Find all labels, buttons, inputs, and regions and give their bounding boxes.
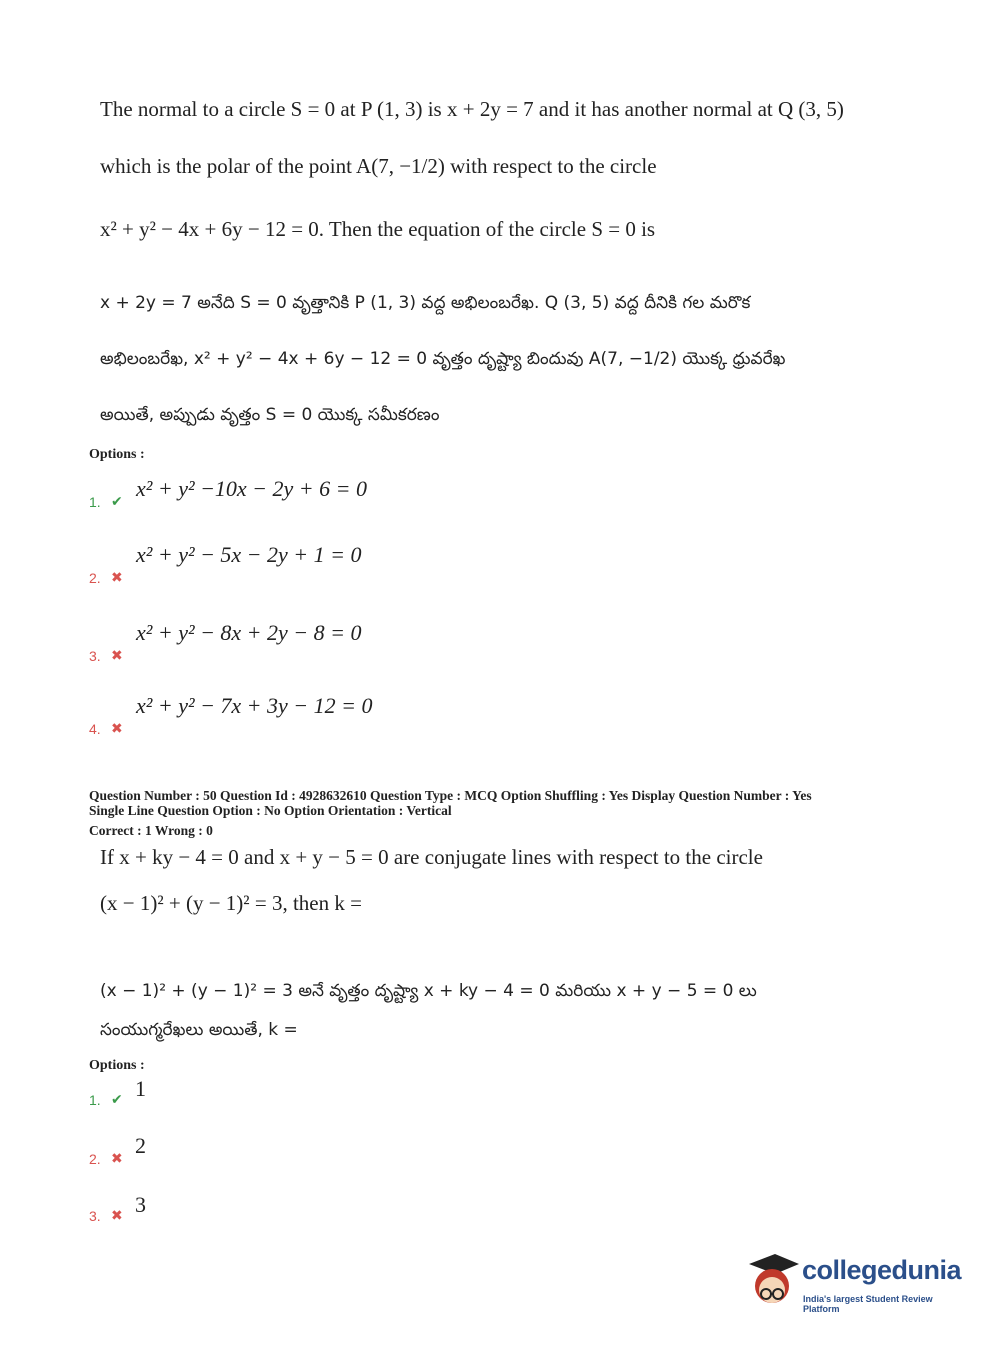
q50-text-line1: If x + ky − 4 = 0 and x + y − 5 = 0 are conjugate lines with respect to the circle [100, 845, 763, 869]
q50-text-line2: (x − 1)² + (y − 1)² = 3, then k = [100, 891, 362, 915]
option-text: 3 [135, 1192, 146, 1217]
q49-options-label: Options : [89, 447, 145, 462]
q49-telugu-line3: అయితే, అప్పుడు వృత్తం S = 0 యొక్క సమీకరణం [100, 405, 440, 425]
option-text: 1 [135, 1076, 146, 1101]
q49-option-1[interactable] [89, 476, 489, 510]
option-number: 2. [89, 1151, 101, 1167]
wrong-cross-icon: ✖ [111, 648, 123, 664]
q49-text-line2: which is the polar of the point A(7, −1/2) with respect to the circle [100, 154, 657, 178]
q50-option-3[interactable] [89, 1194, 489, 1224]
q50-telugu-line2: సంయుగ్మరేఖలు అయితే, k = [100, 1020, 298, 1040]
wrong-cross-icon: ✖ [111, 1151, 123, 1167]
q50-meta-line2: Single Line Question Option : No Option Orientation : Vertical [89, 803, 452, 818]
option-text: x² + y² − 8x + 2y − 8 = 0 [136, 620, 362, 645]
q50-options-label: Options : [89, 1058, 145, 1073]
option-number: 4. [89, 721, 101, 737]
wrong-cross-icon: ✖ [111, 1208, 123, 1224]
q50-meta-line1: Question Number : 50 Question Id : 4928632610 Question Type : MCQ Option Shuffling : Yes Display Question Number : Yes [89, 788, 812, 803]
q49-text-line1: The normal to a circle S = 0 at P (1, 3) is x + 2y = 7 and it has another normal at Q (3, 5) [100, 97, 844, 121]
option-text: 2 [135, 1133, 146, 1158]
mascot-icon [745, 1250, 801, 1310]
option-text: x² + y² − 5x − 2y + 1 = 0 [136, 542, 362, 567]
option-text: x² + y² −10x − 2y + 6 = 0 [136, 476, 367, 501]
wrong-cross-icon: ✖ [111, 721, 123, 737]
option-number: 1. [89, 1092, 101, 1108]
option-number: 2. [89, 570, 101, 586]
wrong-cross-icon: ✖ [111, 570, 123, 586]
q50-option-1[interactable] [89, 1078, 489, 1108]
q49-option-4[interactable] [89, 693, 489, 737]
correct-check-icon: ✔ [111, 1092, 123, 1108]
q49-telugu-line2: అభిలంబరేఖ, x² + y² − 4x + 6y − 12 = 0 వృత్తం దృష్ట్యా బిందువు A(7, −1/2) యొక్క ధ్రువరేఖ [100, 349, 786, 369]
option-text: x² + y² − 7x + 3y − 12 = 0 [136, 693, 373, 718]
q49-option-2[interactable] [89, 542, 489, 586]
logo-name: collegedunia [802, 1255, 962, 1285]
option-number: 3. [89, 1208, 101, 1224]
correct-check-icon: ✔ [111, 494, 123, 510]
logo-tagline: India's largest Student Review Platform [803, 1294, 933, 1314]
q50-meta-line3: Correct : 1 Wrong : 0 [89, 823, 213, 838]
q50-option-2[interactable] [89, 1133, 489, 1167]
q49-option-3[interactable] [89, 620, 489, 664]
q49-text-line3: x² + y² − 4x + 6y − 12 = 0. Then the equation of the circle S = 0 is [100, 217, 656, 241]
option-number: 1. [89, 494, 101, 510]
q50-telugu-line1: (x − 1)² + (y − 1)² = 3 అనే వృత్తం దృష్ట్యా x + ky − 4 = 0 మరియు x + y − 5 = 0 లు [100, 981, 757, 1001]
option-number: 3. [89, 648, 101, 664]
collegedunia-logo[interactable] [745, 1250, 970, 1314]
q49-telugu-line1: x + 2y = 7 అనేది S = 0 వృత్తానికి P (1, 3) వద్ద అభిలంబరేఖ. Q (3, 5) వద్ద దీనికి గల మరొక [100, 293, 751, 313]
